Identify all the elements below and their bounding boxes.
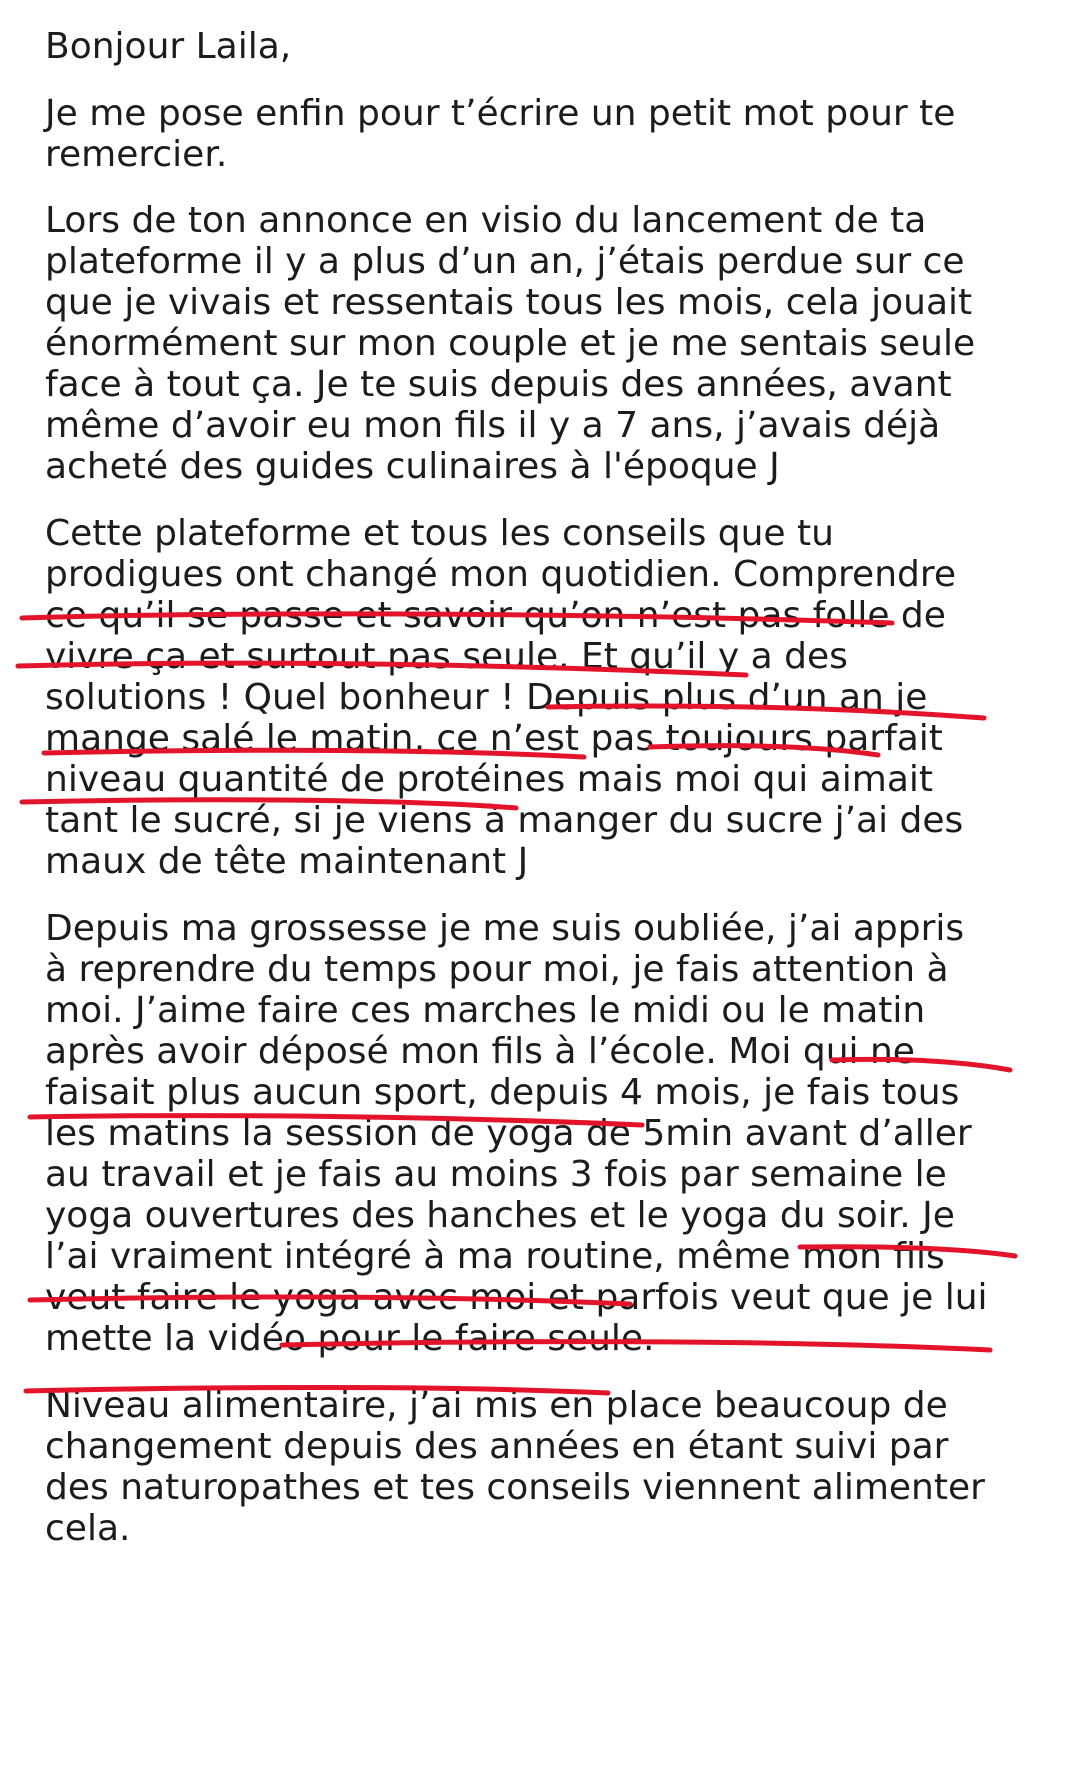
paragraph-2-line-2: plateforme il y a plus d’un an, j’étais perdue sur ce — [45, 241, 965, 282]
paragraph-5-line-3: des naturopathes et tes conseils viennent alimenter — [45, 1467, 985, 1508]
paragraph-5-line-1: Niveau alimentaire, j’ai mis en place beaucoup de — [45, 1385, 948, 1426]
paragraph-2-line-3: que je vivais et ressentais tous les mois, cela jouait — [45, 282, 973, 323]
paragraph-4-line-10: veut faire le yoga avec moi et parfois veut que je lui — [45, 1277, 988, 1318]
paragraph-2-line-4: énormément sur mon couple et je me sentais seule — [45, 323, 976, 364]
paragraph-2-line-1: Lors de ton annonce en visio du lancement de ta — [45, 200, 927, 241]
paragraph-3-line-6: mange salé le matin, ce n’est pas toujours parfait — [45, 718, 943, 759]
paragraph-3-line-4: vivre ça et surtout pas seule. Et qu’il y a des — [45, 636, 848, 677]
paragraph-3-line-3: ce qu’il se passe et savoir qu’on n’est pas folle de — [45, 595, 946, 636]
paragraph-3-line-1: Cette plateforme et tous les conseils que tu — [45, 513, 834, 554]
paragraph-3-line-9: maux de tête maintenant J — [45, 841, 529, 882]
paragraph-4-line-1: Depuis ma grossesse je me suis oubliée, j’ai appris — [45, 908, 965, 949]
paragraph-4-line-2: à reprendre du temps pour moi, je fais attention à — [45, 949, 949, 990]
paragraph-2-line-5: face à tout ça. Je te suis depuis des années, avant — [45, 364, 952, 405]
paragraph-5-line-2: changement depuis des années en étant suivi par — [45, 1426, 949, 1467]
paragraph-4-line-9: l’ai vraiment intégré à ma routine, même mon fils — [45, 1236, 945, 1277]
paragraph-3-line-8: tant le sucré, si je viens à manger du sucre j’ai des — [45, 800, 964, 841]
paragraph-4-line-7: au travail et je fais au moins 3 fois par semaine le — [45, 1154, 947, 1195]
paragraph-3-line-7: niveau quantité de protéines mais moi qui aimait — [45, 759, 934, 800]
paragraph-4-line-6: les matins la session de yoga de 5min avant d’aller — [45, 1113, 972, 1154]
paragraph-1-line-1: Je me pose enfin pour t’écrire un petit mot pour te — [45, 93, 956, 134]
paragraph-4-line-8: yoga ouvertures des hanches et le yoga du soir. Je — [45, 1195, 955, 1236]
paragraph-3-line-2: prodigues ont changé mon quotidien. Comprendre — [45, 554, 957, 595]
paragraph-3-line-5: solutions ! Quel bonheur ! Depuis plus d’un an je — [45, 677, 928, 718]
paragraph-4-line-4: après avoir déposé mon fils à l’école. Moi qui ne — [45, 1031, 915, 1072]
paragraph-2-line-6: même d’avoir eu mon fils il y a 7 ans, j’avais déjà — [45, 405, 941, 446]
paragraph-1-line-2: remercier. — [45, 134, 228, 175]
paragraph-4-line-5: faisait plus aucun sport, depuis 4 mois, je fais tous — [45, 1072, 960, 1113]
paragraph-5-line-4: cela. — [45, 1508, 131, 1549]
paragraph-2-line-7: acheté des guides culinaires à l'époque J — [45, 446, 780, 487]
paragraph-4-line-11: mette la vidéo pour le faire seule. — [45, 1318, 655, 1359]
greeting-line: Bonjour Laila, — [45, 26, 292, 67]
paragraph-4-line-3: moi. J’aime faire ces marches le midi ou le matin — [45, 990, 926, 1031]
